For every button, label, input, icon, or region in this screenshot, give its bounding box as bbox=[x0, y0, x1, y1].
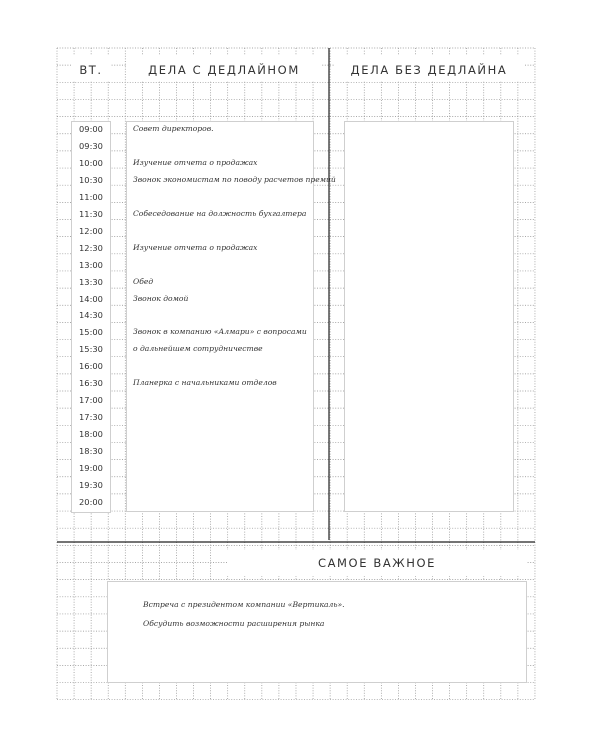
important-line-1: Встреча с президентом компании «Вертикаль». bbox=[143, 600, 345, 609]
time-slot-label: 16:00 bbox=[79, 361, 103, 372]
important-line-2: Обсудить возможности расширения рынка bbox=[143, 619, 325, 628]
no-deadline-column-title: ДЕЛА БЕЗ ДЕДЛАЙНА bbox=[350, 63, 508, 77]
deadline-task: Обед bbox=[133, 276, 154, 286]
deadline-task: Изучение отчета о продажах bbox=[133, 157, 258, 167]
deadline-column-title: ДЕЛА С ДЕДЛАЙНОМ bbox=[148, 63, 300, 77]
time-slot-label: 18:00 bbox=[79, 429, 103, 440]
important-title: САМОЕ ВАЖНОЕ bbox=[317, 556, 437, 570]
time-slot-label: 15:00 bbox=[79, 327, 103, 338]
time-slot-label: 10:00 bbox=[79, 157, 103, 168]
important-content-box bbox=[107, 581, 527, 683]
time-slot-label: 13:00 bbox=[79, 259, 103, 270]
time-slot-label: 12:30 bbox=[79, 242, 103, 253]
no-deadline-tasks-box bbox=[344, 121, 514, 512]
deadline-task: Звонок экономистам по поводу расчетов премий bbox=[133, 174, 336, 184]
time-slot-label: 12:00 bbox=[79, 225, 103, 236]
time-slot-label: 11:00 bbox=[79, 191, 103, 202]
time-slot-label: 18:30 bbox=[79, 446, 103, 457]
day-label: ВТ. bbox=[79, 63, 103, 77]
deadline-task: Совет директоров. bbox=[133, 124, 214, 133]
time-slot-label: 09:30 bbox=[79, 140, 103, 151]
deadline-task: Изучение отчета о продажах bbox=[133, 242, 258, 252]
time-slot-label: 14:00 bbox=[79, 293, 103, 304]
deadline-task: Собеседование на должность бухгалтера bbox=[133, 208, 307, 218]
time-slot-label: 17:00 bbox=[79, 395, 103, 406]
time-slot-label: 09:00 bbox=[79, 124, 103, 134]
time-slot-label: 11:30 bbox=[79, 208, 103, 219]
deadline-task: Звонок в компанию «Алмари» с вопросами bbox=[133, 327, 307, 337]
deadline-task: о дальнейшем сотрудничестве bbox=[133, 344, 263, 354]
time-slot-label: 13:30 bbox=[79, 276, 103, 287]
time-slot-label: 19:30 bbox=[79, 479, 103, 490]
time-slot-label: 17:30 bbox=[79, 412, 103, 423]
time-slot-label: 16:30 bbox=[79, 378, 103, 389]
time-slot-label: 15:30 bbox=[79, 344, 103, 355]
time-slot-label: 14:30 bbox=[79, 310, 103, 321]
time-slot-label: 10:30 bbox=[79, 174, 103, 185]
time-slot-label: 20:00 bbox=[79, 496, 103, 507]
deadline-task: Планерка с начальниками отделов bbox=[133, 378, 277, 388]
time-slot-label: 19:00 bbox=[79, 463, 103, 473]
deadline-task: Звонок домой bbox=[133, 293, 189, 303]
